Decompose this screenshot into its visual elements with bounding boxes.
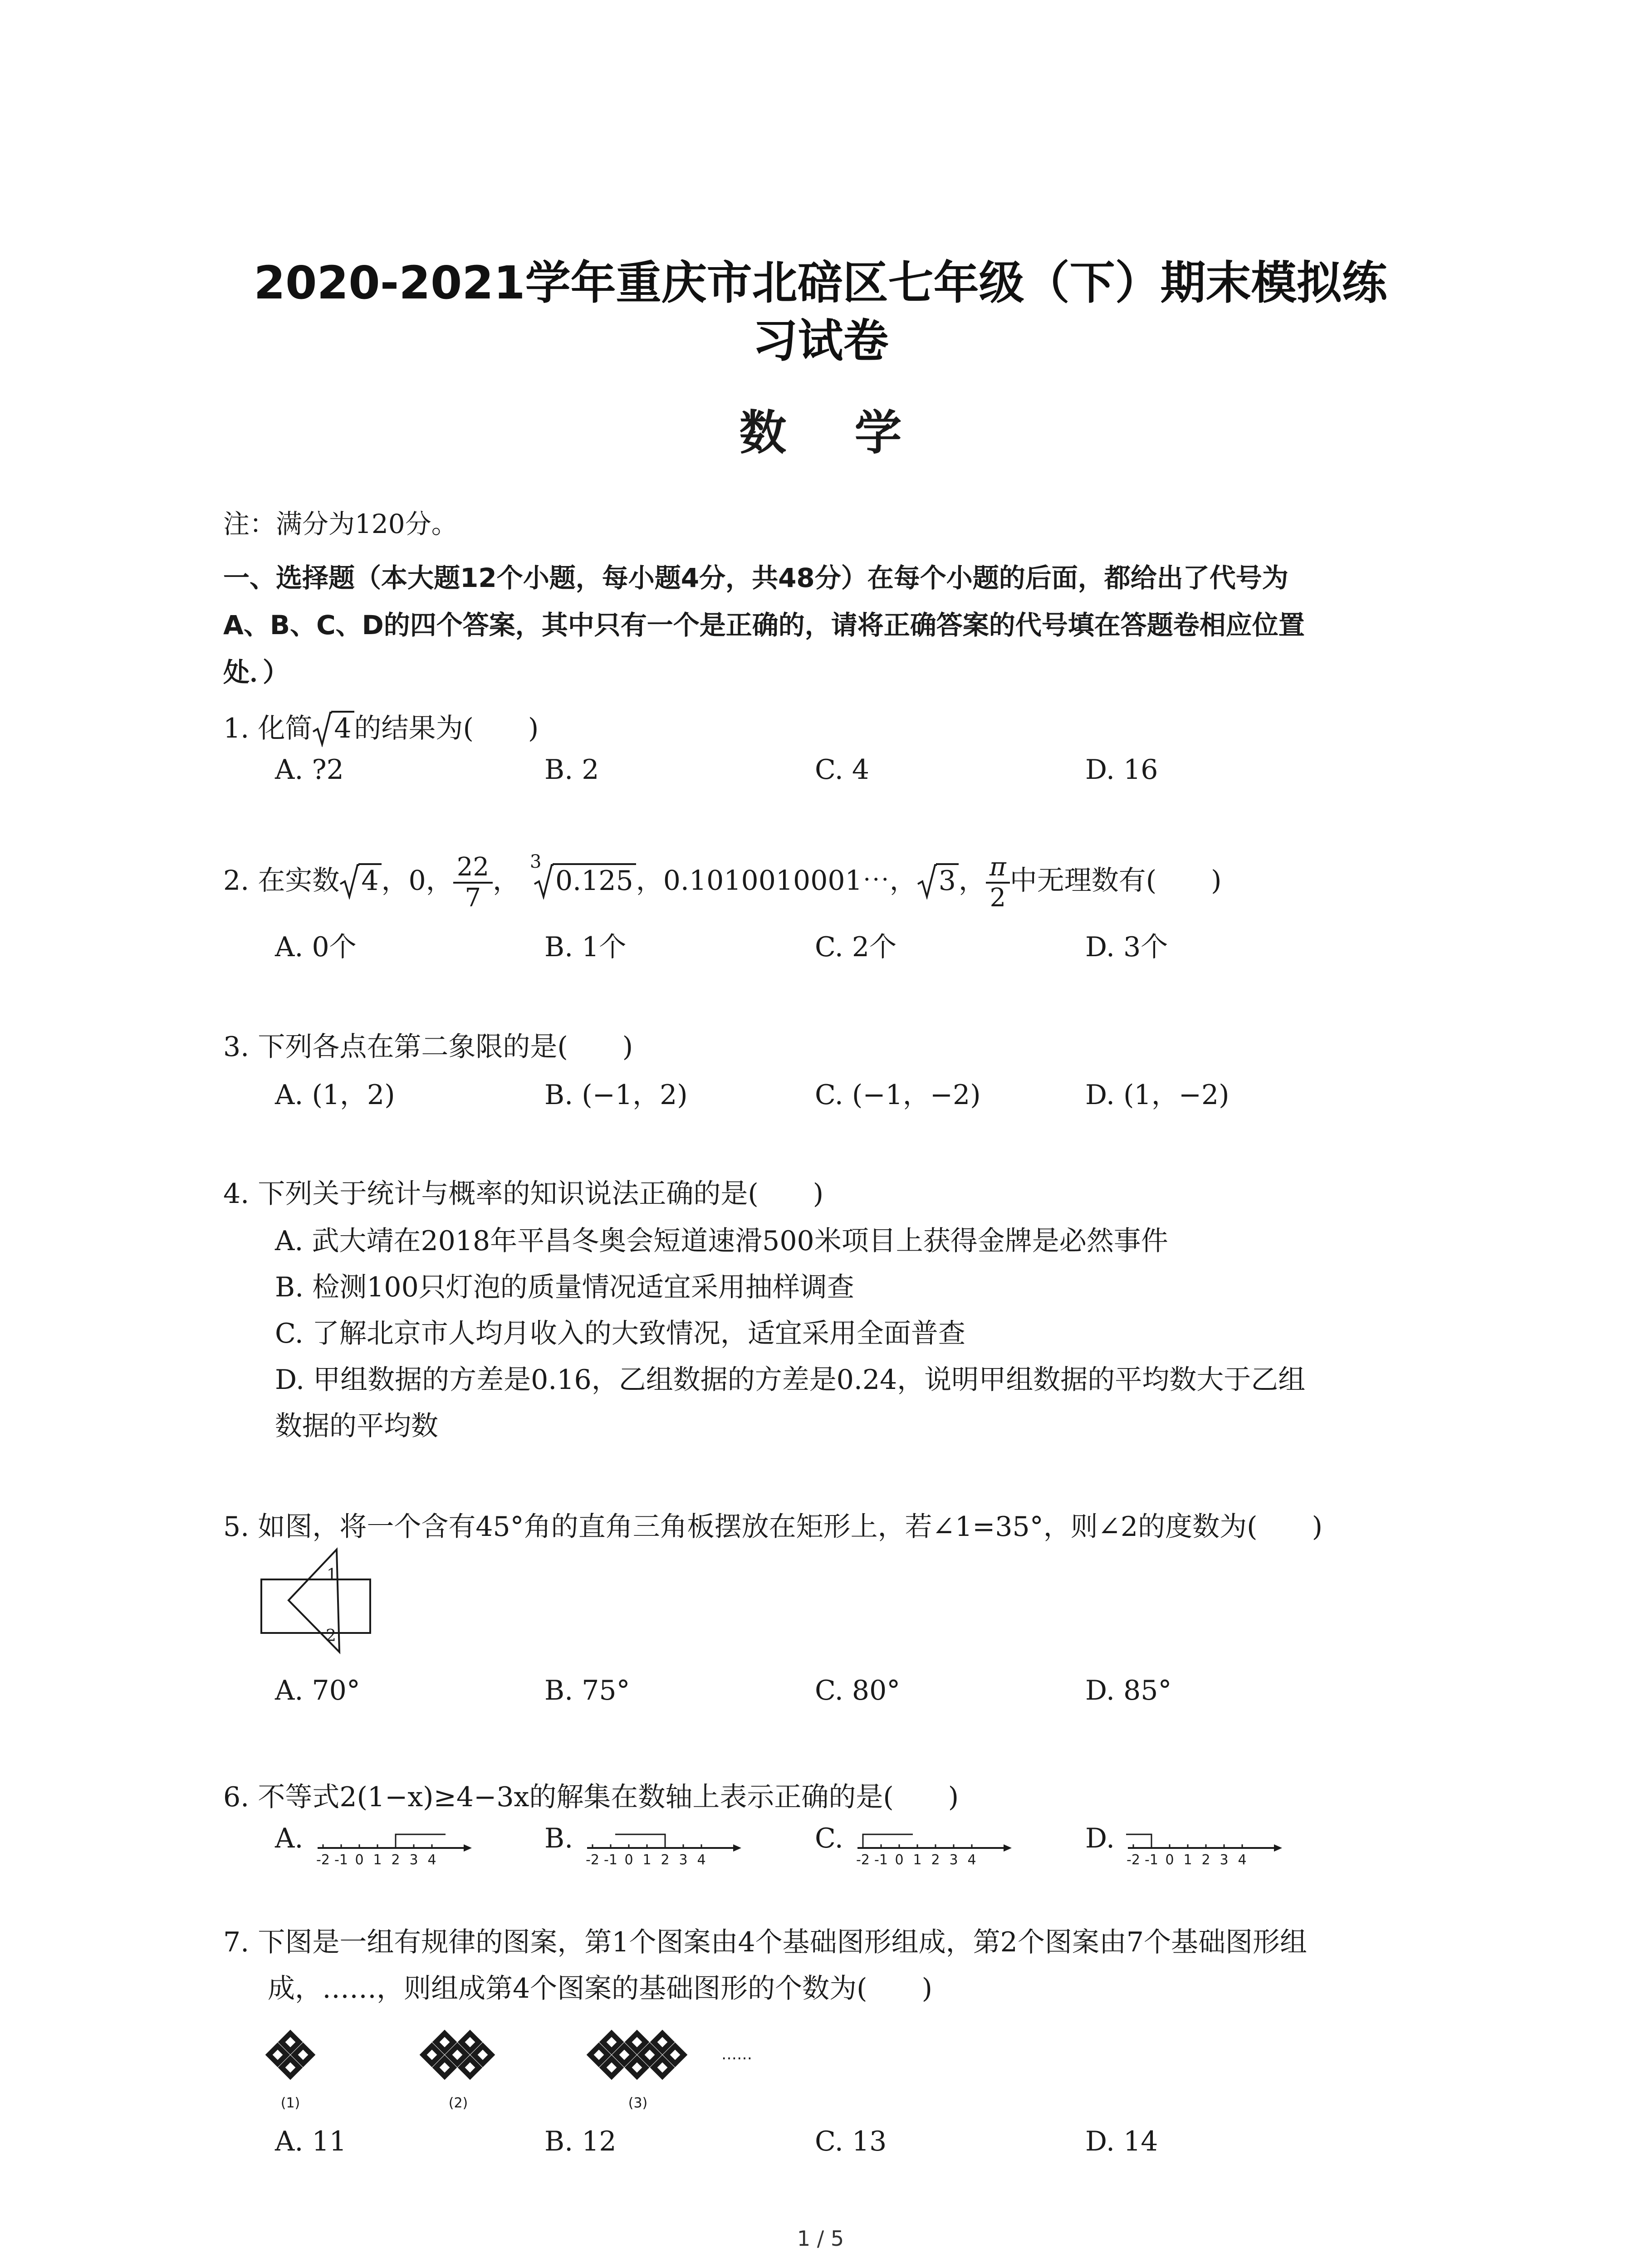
sqrt-symbol: [312, 713, 354, 744]
fraction-pi-2: [986, 853, 1010, 913]
triangle-rectangle-figure: [259, 1547, 377, 1657]
number-line-tick-label: 2: [391, 1852, 400, 1868]
question-3: 3. 下列各点在第二象限的是( ): [223, 1031, 633, 1063]
number-line-arrow: [1274, 1844, 1282, 1852]
number-line: [585, 1823, 749, 1872]
question-1: [223, 707, 539, 746]
q7-option-c[interactable]: C. 13: [815, 2126, 887, 2157]
number-line-tick-label: 2: [661, 1852, 670, 1868]
solution-set-bracket: [396, 1834, 446, 1848]
q1-option-a[interactable]: A. ?2: [275, 754, 344, 786]
q4-option-d[interactable]: D. 甲组数据的方差是0.16，乙组数据的方差是0.24，说明甲组数据的平均数大于乙组: [275, 1364, 1306, 1396]
q2-option-d[interactable]: D. 3个: [1085, 931, 1168, 963]
q1-prefix: 1. 化简: [223, 713, 313, 744]
number-line-option-letter: D.: [1085, 1823, 1115, 1854]
number-line-tick-label: -1: [604, 1852, 617, 1868]
q7-option-d[interactable]: D. 14: [1085, 2126, 1158, 2157]
angle-2-label: 2: [326, 1627, 336, 1645]
number-line-option-letter: B.: [544, 1823, 573, 1854]
pattern-label-3: (3): [628, 2095, 648, 2111]
number-line-tick-label: 4: [967, 1852, 976, 1868]
number-line-tick-label: -1: [874, 1852, 888, 1868]
q2-radicand-1: 4: [358, 863, 381, 897]
number-line-tick-label: 0: [895, 1852, 904, 1868]
question-7-line1: 7. 下图是一组有规律的图案，第1个图案由4个基础图形组成，第2个图案由7个基础图形组: [223, 1926, 1308, 1958]
solution-set-bracket: [615, 1834, 665, 1848]
exam-title-line1: 2020-2021学年重庆市北碚区七年级（下）期末模拟练: [254, 256, 1387, 309]
angle-1-label: 1: [327, 1566, 337, 1584]
cube-root-symbol: [529, 851, 636, 897]
q1-option-b[interactable]: B. 2: [544, 754, 599, 786]
q3-option-b[interactable]: B. (−1，2): [544, 1079, 688, 1111]
score-note: 注：满分为120分。: [223, 508, 458, 539]
q5-option-b[interactable]: B. 75°: [544, 1675, 630, 1706]
q2-option-a[interactable]: A. 0个: [275, 931, 357, 963]
question-4: 4. 下列关于统计与概率的知识说法正确的是( ): [223, 1178, 824, 1210]
pattern-ellipsis: ……: [721, 2045, 752, 2063]
q2-radicand-3: 3: [936, 863, 959, 897]
rectangle-shape: [261, 1579, 370, 1633]
number-line-tick-label: 0: [355, 1852, 364, 1868]
q7-option-a[interactable]: A. 11: [275, 2126, 347, 2157]
number-line: [1126, 1823, 1289, 1872]
solution-set-bracket: [863, 1834, 913, 1848]
q1-option-d[interactable]: D. 16: [1085, 754, 1158, 786]
q5-option-d[interactable]: D. 85°: [1085, 1675, 1172, 1706]
q4-option-d-continued: 数据的平均数: [275, 1410, 438, 1442]
number-line-arrow: [1004, 1844, 1012, 1852]
pattern-label-1: (1): [280, 2095, 300, 2111]
q7-option-b[interactable]: B. 12: [544, 2126, 617, 2157]
q5-option-c[interactable]: C. 80°: [815, 1675, 901, 1706]
question-7-line2: 成，……，则组成第4个图案的基础图形的个数为( ): [268, 1973, 932, 2004]
q2-text-4: ，: [958, 865, 986, 897]
section1-line3: 处．）: [223, 657, 289, 688]
fraction-22-7: [453, 853, 493, 913]
pattern-label-2: (2): [448, 2095, 468, 2111]
question-6: 6. 不等式2(1−x)≥4−3x的解集在数轴上表示正确的是( ): [223, 1781, 959, 1813]
number-line-tick-label: 0: [1165, 1852, 1174, 1868]
sqrt-symbol: [917, 865, 959, 897]
number-line-tick-label: 2: [1201, 1852, 1210, 1868]
number-line-tick-label: -2: [856, 1852, 870, 1868]
number-line-tick-label: -2: [316, 1852, 330, 1868]
section1-line2: A、B、C、D的四个答案，其中只有一个是正确的，请将正确答案的代号填在答题卷相应位置: [223, 610, 1305, 640]
q2-option-b[interactable]: B. 1个: [544, 931, 627, 963]
q1-option-c[interactable]: C. 4: [815, 754, 870, 786]
number-line-option-letter: A.: [275, 1823, 304, 1854]
q2-prefix: 2. 在实数: [223, 865, 340, 897]
number-line-tick-label: 1: [642, 1852, 652, 1868]
number-line-tick-label: 3: [949, 1852, 958, 1868]
number-line-tick-label: 4: [697, 1852, 706, 1868]
q1-radicand: 4: [331, 711, 354, 744]
number-line-tick-label: 3: [679, 1852, 688, 1868]
exam-title-line2: 习试卷: [752, 314, 889, 367]
q2-text-1: ，0，: [381, 865, 453, 897]
number-line-option-letter: C.: [815, 1823, 843, 1854]
number-line-tick-label: 4: [1238, 1852, 1247, 1868]
number-line-tick-label: 2: [931, 1852, 940, 1868]
fraction-numerator: 22: [453, 853, 493, 884]
sqrt-symbol: [339, 865, 381, 897]
number-line-tick-label: 1: [373, 1852, 382, 1868]
page-number: 1 / 5: [797, 2226, 844, 2251]
q2-radicand-2: 0.125: [553, 863, 636, 897]
number-line: [316, 1823, 479, 1872]
number-line-arrow: [733, 1844, 741, 1852]
q2-text-2: ，: [492, 865, 520, 897]
number-line-arrow: [464, 1844, 472, 1852]
q3-option-d[interactable]: D. (1，−2): [1085, 1079, 1230, 1111]
number-line: [856, 1823, 1019, 1872]
solution-set-bracket: [1126, 1834, 1151, 1848]
q4-option-a[interactable]: A. 武大靖在2018年平昌冬奥会短道速滑500米项目上获得金牌是必然事件: [275, 1225, 1168, 1257]
number-line-tick-label: -2: [1127, 1852, 1140, 1868]
q4-option-c[interactable]: C. 了解北京市人均月收入的大致情况，适宜采用全面普查: [275, 1318, 965, 1349]
pattern-figure: [263, 2014, 808, 2116]
q4-option-b[interactable]: B. 检测100只灯泡的质量情况适宜采用抽样调查: [275, 1271, 854, 1303]
number-line-tick-label: 3: [409, 1852, 418, 1868]
question-2: [223, 853, 1222, 913]
number-line-tick-label: 0: [624, 1852, 633, 1868]
section1-line1: 一、选择题（本大题12个小题，每小题4分，共48分）在每个小题的后面，都给出了代号为: [223, 562, 1288, 593]
question-5: 5. 如图，将一个含有45°角的直角三角板摆放在矩形上，若∠1=35°，则∠2的度数为( ): [223, 1511, 1323, 1543]
q2-text-3: ，0.1010010001⋯，: [636, 865, 917, 897]
fraction-denominator: 2: [989, 883, 1006, 913]
q1-suffix: 的结果为( ): [354, 713, 539, 744]
number-line-tick-label: -1: [1145, 1852, 1158, 1868]
number-line-tick-label: 1: [913, 1852, 922, 1868]
q2-option-c[interactable]: C. 2个: [815, 931, 897, 963]
number-line-tick-label: 1: [1183, 1852, 1192, 1868]
subject-heading: 数学: [739, 405, 970, 460]
fraction-numerator: π: [986, 853, 1010, 884]
number-line-tick-label: 4: [427, 1852, 436, 1868]
fraction-denominator: 7: [465, 883, 481, 913]
number-line-tick-label: -2: [586, 1852, 599, 1868]
q5-option-a[interactable]: A. 70°: [275, 1675, 360, 1706]
cube-root-index: 3: [529, 851, 542, 872]
q3-option-a[interactable]: A. (1，2): [275, 1079, 395, 1111]
number-line-tick-label: 3: [1220, 1852, 1229, 1868]
q3-option-c[interactable]: C. (−1，−2): [815, 1079, 981, 1111]
q2-suffix: 中无理数有( ): [1009, 865, 1222, 897]
number-line-tick-label: -1: [334, 1852, 348, 1868]
